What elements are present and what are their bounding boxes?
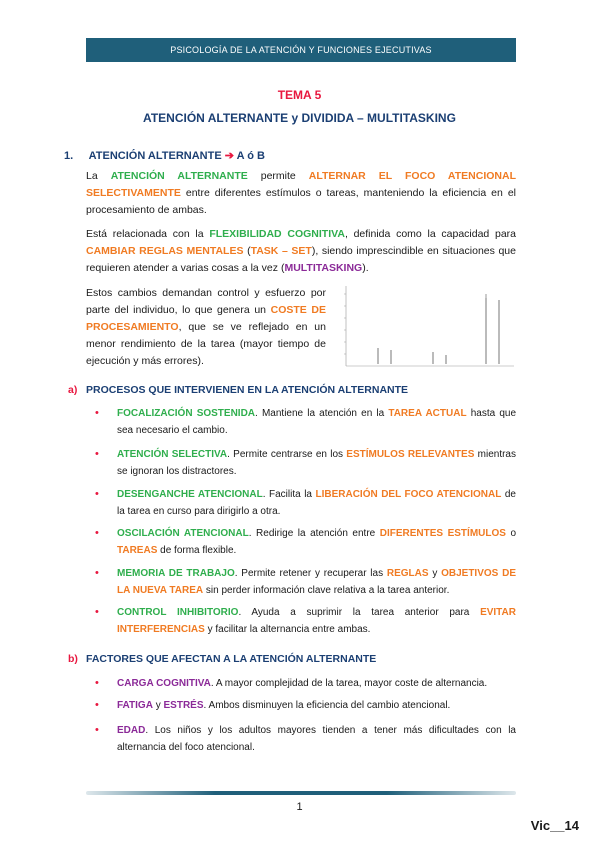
text: (: [243, 245, 251, 257]
term: ALTERNAR EL FOCO ATENCIONAL SELECTIVAMENTE: [86, 170, 516, 199]
term: FATIGA: [117, 700, 153, 711]
bullet-item: [95, 722, 516, 756]
subsection-a-heading: [68, 384, 408, 396]
bullet-dot-icon: •: [95, 567, 99, 579]
term: FLEXIBILIDAD COGNITIVA: [209, 228, 345, 240]
topic-title: ATENCIÓN ALTERNANTE y DIVIDIDA – MULTITASKING: [143, 111, 456, 125]
paragraph-2: [86, 226, 516, 277]
text: . Los niños y los adultos mayores tienden a tener más dificultades con la alternancia del foco atencional.: [117, 725, 516, 753]
text: mientras se ignoran los distractores.: [117, 449, 516, 477]
section-number: 1.: [64, 150, 74, 162]
text: . Ambos disminuyen la eficiencia del cambio atencional.: [203, 700, 451, 711]
paragraph-1: [86, 168, 516, 219]
term: FOCALIZACIÓN SOSTENIDA: [117, 408, 256, 419]
bullet-dot-icon: •: [95, 677, 99, 689]
term: CARGA COGNITIVA: [117, 678, 211, 689]
bullet-item: [95, 604, 516, 638]
text: de forma flexible.: [157, 545, 237, 556]
text: y: [152, 700, 164, 711]
term: ESTRÉS: [163, 700, 204, 711]
term: CONTROL INHIBITORIO: [117, 607, 239, 618]
term: ATENCIÓN ALTERNANTE: [110, 170, 248, 182]
term: TAREAS: [117, 545, 158, 556]
bullet-item: [95, 697, 516, 714]
header-title: PSICOLOGÍA DE LA ATENCIÓN Y FUNCIONES EJECUTIVAS: [170, 45, 432, 55]
text: Estos cambios demandan control y esfuerzo por parte del individuo, lo que genera un: [86, 287, 326, 316]
term: EDAD: [117, 725, 146, 736]
bullet-item: [95, 675, 516, 692]
text: ).: [362, 262, 369, 274]
term: TAREA ACTUAL: [388, 408, 467, 419]
text: ), siendo imprescindible en situaciones que requieren atender a varias cosas a la vez (: [86, 245, 516, 274]
text: entre diferentes estímulos o tareas, manteniendo la eficiencia en el procesamiento de ambas.: [86, 187, 516, 216]
bullet-dot-icon: •: [95, 527, 99, 539]
term: OBJETIVOS DE LA NUEVA TAREA: [117, 568, 516, 596]
text: . Mantiene la atención en la: [255, 408, 389, 419]
text: Está relacionada con la: [86, 228, 210, 240]
small-bar-chart-figure: [336, 284, 518, 374]
term: TASK – SET: [250, 245, 312, 257]
subsection-title: PROCESOS QUE INTERVIENEN EN LA ATENCIÓN ALTERNANTE: [86, 384, 409, 396]
text: . Permite retener y recuperar las: [234, 568, 387, 579]
text: y facilitar la alternancia entre ambas.: [204, 624, 371, 635]
term: LIBERACIÓN DEL FOCO ATENCIONAL: [315, 489, 502, 500]
bullet-dot-icon: •: [95, 407, 99, 419]
text: La: [86, 170, 111, 182]
text: , que se ve reflejado en un menor rendimiento de la tarea (mayor tiempo de ejecución y más errores).: [86, 321, 326, 367]
paragraph-3: [86, 285, 326, 370]
bullet-dot-icon: •: [95, 488, 99, 500]
term: DIFERENTES ESTÍMULOS: [379, 528, 506, 539]
subsection-title: FACTORES QUE AFECTAN A LA ATENCIÓN ALTERNANTE: [86, 653, 377, 665]
text: y: [428, 568, 442, 579]
subsection-letter: a): [68, 384, 78, 396]
bullet-item: [95, 486, 516, 520]
bullet-dot-icon: •: [95, 724, 99, 736]
bullet-item: [95, 405, 517, 439]
term: OSCILACIÓN ATENCIONAL: [117, 528, 249, 539]
footer-divider: [86, 791, 516, 795]
section-1-heading: [64, 149, 265, 162]
text: . Redirige la atención entre: [248, 528, 380, 539]
text: permite: [247, 170, 309, 182]
bullet-item: [95, 565, 516, 599]
topic-number: TEMA 5: [277, 88, 322, 102]
term: ESTÍMULOS RELEVANTES: [346, 449, 475, 460]
term: MULTITASKING: [284, 262, 363, 274]
text: . Facilita la: [262, 489, 316, 500]
term: DESENGANCHE ATENCIONAL: [117, 489, 263, 500]
text: sin perder información clave relativa a la tarea anterior.: [203, 585, 450, 596]
text: de la tarea en curso para dirigirlo a otra.: [117, 489, 516, 517]
term: ATENCIÓN SELECTIVA: [117, 449, 228, 460]
text: . A mayor complejidad de la tarea, mayor coste de alternancia.: [210, 678, 488, 689]
arrow-right-icon: ➔: [224, 150, 234, 162]
bullet-dot-icon: •: [95, 448, 99, 460]
section-title-rest: A ó B: [236, 150, 265, 162]
term: CAMBIAR REGLAS MENTALES: [86, 245, 244, 257]
section-title: ATENCIÓN ALTERNANTE: [88, 150, 222, 162]
term: REGLAS: [386, 568, 429, 579]
term: EVITAR INTERFERENCIAS: [117, 607, 516, 635]
bullet-item: [95, 446, 516, 480]
term: COSTE DE PROCESAMIENTO: [86, 304, 326, 333]
header-bar: [86, 38, 516, 62]
page-number: 1: [296, 801, 303, 813]
bullet-dot-icon: •: [95, 699, 99, 711]
text: o: [505, 528, 517, 539]
text: . Permite centrarse en los: [227, 449, 347, 460]
corner-label: Vic__14: [530, 818, 579, 833]
bullet-item: [95, 525, 517, 559]
term: MEMORIA DE TRABAJO: [117, 568, 235, 579]
text: , definida como la capacidad para: [344, 228, 516, 240]
text: . Ayuda a suprimir la tarea anterior para: [238, 607, 481, 618]
text: hasta que sea necesario el cambio.: [117, 408, 517, 436]
subsection-letter: b): [68, 653, 78, 665]
subsection-b-heading: [68, 653, 376, 665]
bullet-dot-icon: •: [95, 606, 99, 618]
